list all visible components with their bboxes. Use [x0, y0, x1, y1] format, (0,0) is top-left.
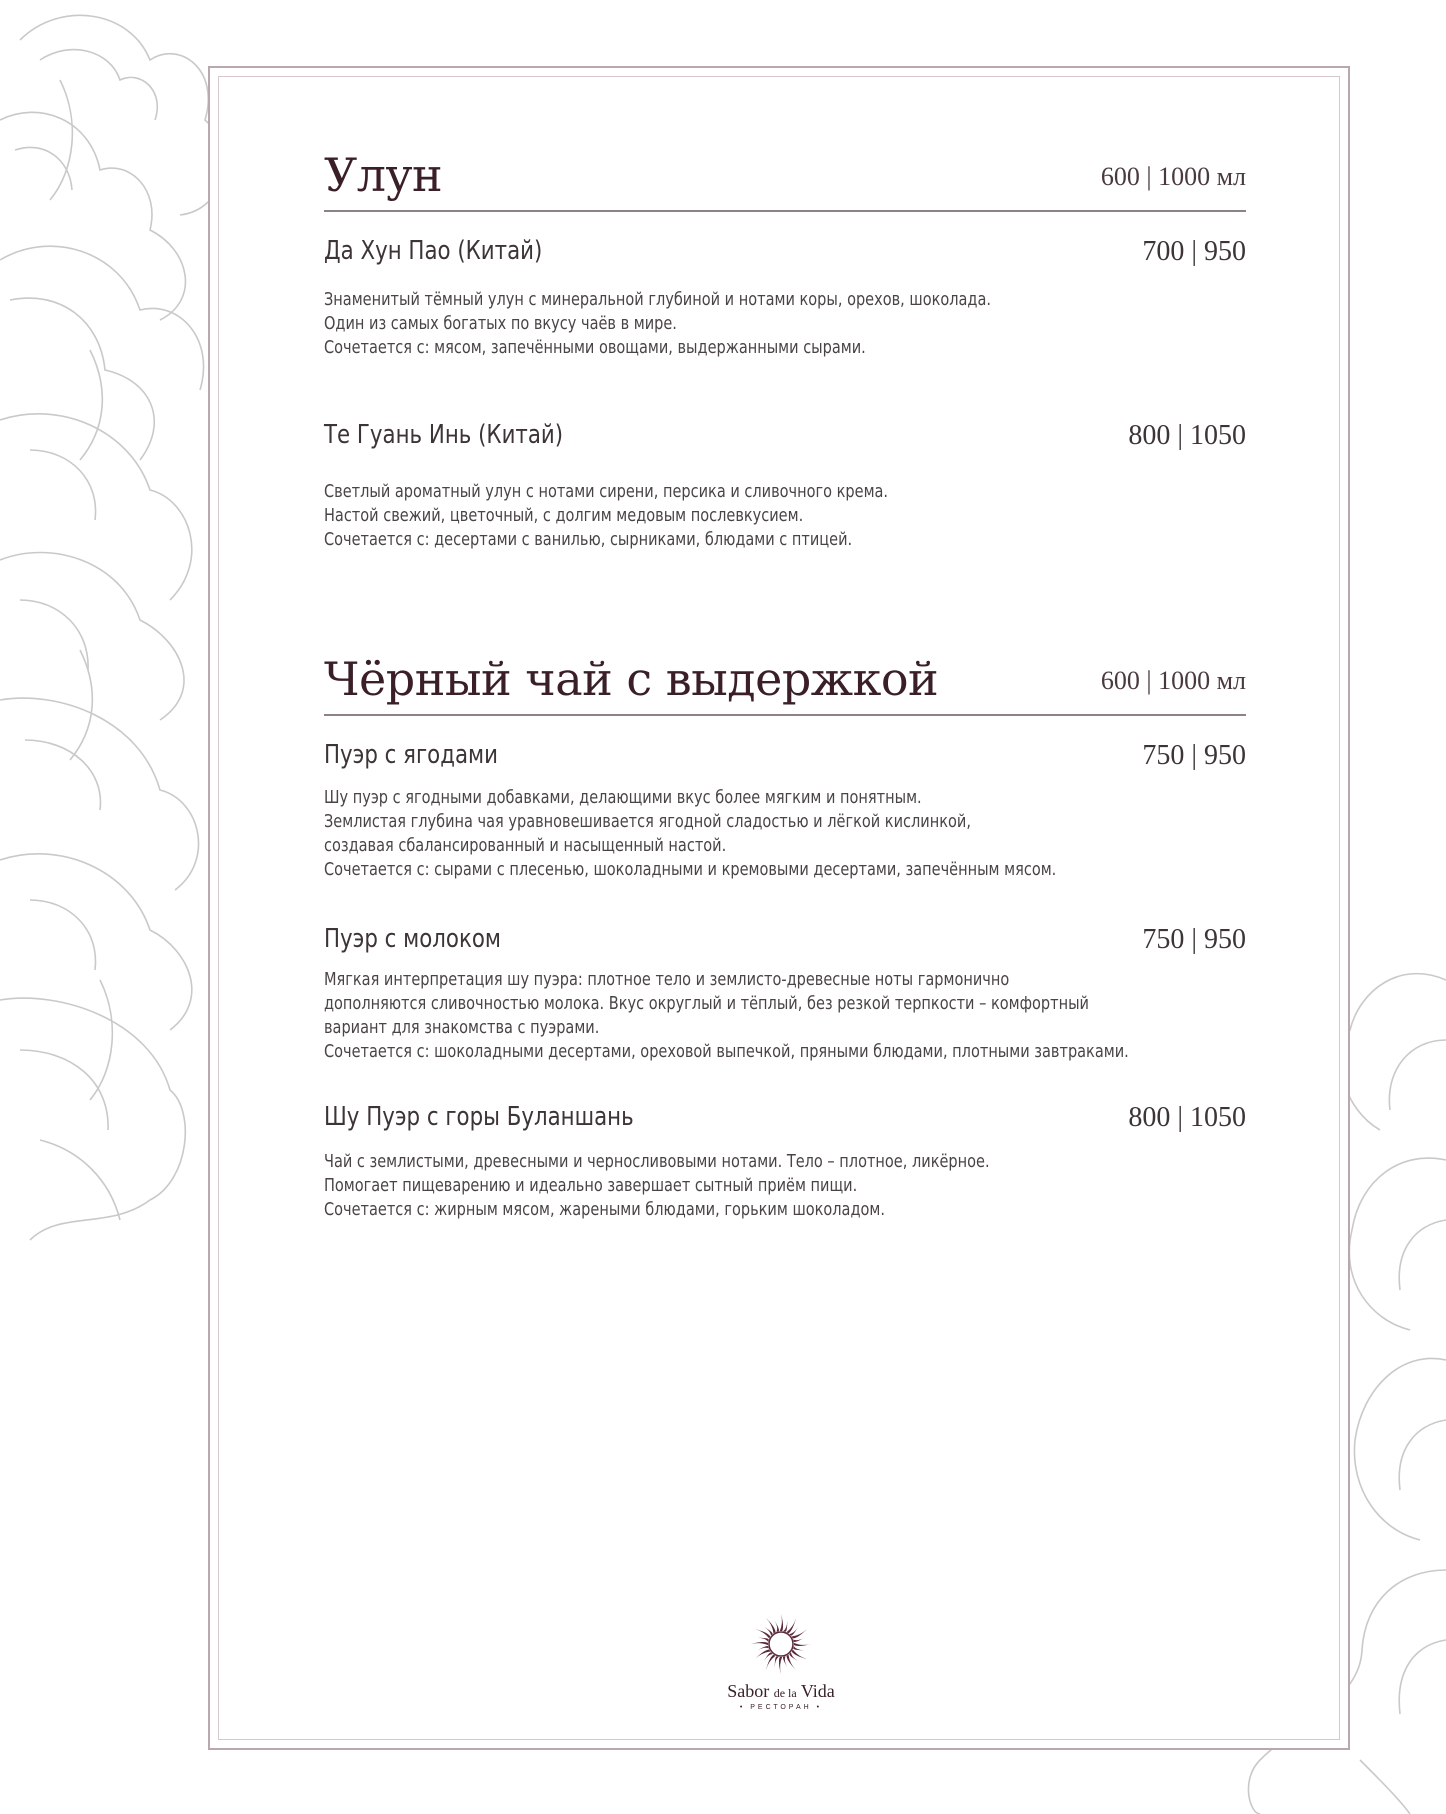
item-description [324, 968, 1246, 1064]
description-line: Чай с землистыми, древесными и черносливовыми нотами. Тело – плотное, ликёрное. [324, 1152, 990, 1172]
description-line: Мягкая интерпретация шу пуэра: плотное тело и землисто-древесные ноты гармонично [324, 970, 1010, 990]
description-line: Настой свежий, цветочный, с долгим медовым послевкусием. [324, 506, 804, 526]
description-line: Сочетается с: шоколадными десертами, ореховой выпечкой, пряными блюдами, плотными завтраками. [324, 1042, 1129, 1062]
description-line: Помогает пищеварению и идеально завершает сытный приём пищи. [324, 1176, 858, 1196]
section-title: Чёрный чай с выдержкой [324, 652, 939, 706]
description-line: создавая сбалансированный и насыщенный настой. [324, 836, 727, 856]
section-divider [324, 714, 1246, 716]
description-line: Сочетается с: сырами с плесенью, шоколадными и кремовыми десертами, запечённым мясом. [324, 860, 1057, 880]
section-volume: 600 | 1000 мл [1100, 162, 1246, 191]
section-aged-black-tea [324, 614, 1246, 1222]
menu-item [324, 740, 1246, 882]
menu-item [324, 924, 1246, 1064]
section-header [324, 110, 1246, 202]
section-oolong [324, 110, 1246, 552]
item-name: Да Хун Пао (Китай) [324, 236, 543, 266]
description-line: Один из самых богатых по вкусу чаёв в мире. [324, 314, 677, 334]
section-divider [324, 210, 1246, 212]
item-name: Шу Пуэр с горы Буланшань [324, 1102, 634, 1132]
logo-subtitle: • РЕСТОРАН • [739, 1704, 823, 1711]
item-price: 750 | 950 [1142, 924, 1246, 955]
item-price: 700 | 950 [1142, 236, 1246, 267]
logo-name: Sabor de la Vida [727, 1681, 835, 1701]
item-name: Пуэр с ягодами [324, 740, 498, 770]
item-description [324, 288, 1246, 360]
item-price: 800 | 1050 [1128, 420, 1246, 451]
description-line: Сочетается с: десертами с ванилью, сырниками, блюдами с птицей. [324, 530, 853, 550]
section-header [324, 614, 1246, 706]
menu-content [324, 110, 1246, 1222]
section-volume: 600 | 1000 мл [1100, 666, 1246, 695]
item-price: 800 | 1050 [1128, 1102, 1246, 1133]
menu-item [324, 1102, 1246, 1222]
menu-item [324, 236, 1246, 360]
description-line: вариант для знакомства с пуэрами. [324, 1018, 600, 1038]
description-line: Светлый ароматный улун с нотами сирени, персика и сливочного крема. [324, 482, 889, 502]
description-line: Сочетается с: жирным мясом, жареными блюдами, горьким шоколадом. [324, 1200, 885, 1220]
item-description [324, 480, 1246, 552]
description-line: дополняются сливочностью молока. Вкус округлый и тёплый, без резкой терпкости – комфортный [324, 994, 1089, 1014]
item-description [324, 786, 1246, 882]
description-line: Сочетается с: мясом, запечёнными овощами, выдержанными сырами. [324, 338, 866, 358]
section-title: Улун [324, 148, 443, 202]
restaurant-logo [706, 1612, 856, 1711]
description-line: Шу пуэр с ягодными добавками, делающими вкус более мягким и понятным. [324, 788, 922, 808]
item-name: Пуэр с молоком [324, 924, 501, 954]
description-line: Землистая глубина чая уравновешивается ягодной сладостью и лёгкой кислинкой, [324, 812, 971, 832]
item-description [324, 1150, 1246, 1222]
description-line: Знаменитый тёмный улун с минеральной глубиной и нотами коры, орехов, шоколада. [324, 290, 991, 310]
menu-item [324, 420, 1246, 552]
sun-icon [749, 1612, 813, 1676]
item-name: Те Гуань Инь (Китай) [324, 420, 564, 450]
item-price: 750 | 950 [1142, 740, 1246, 771]
